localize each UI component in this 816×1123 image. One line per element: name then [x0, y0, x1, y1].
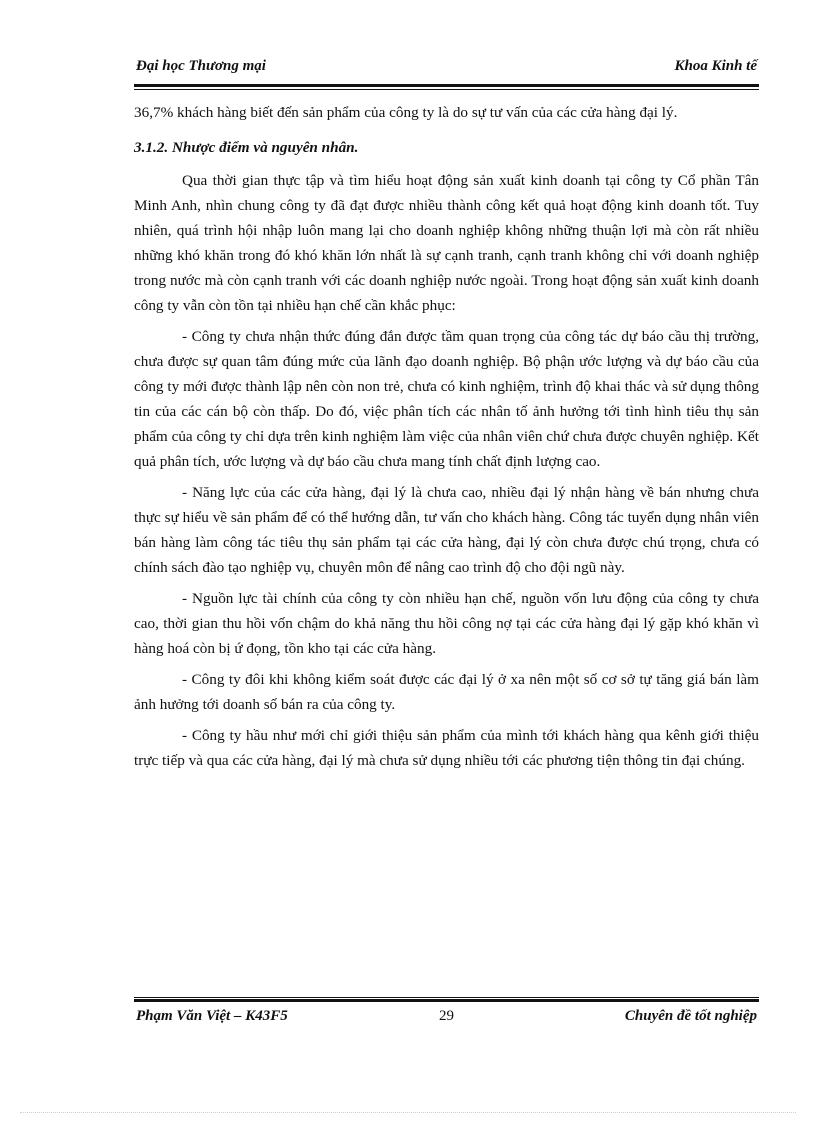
footer-rule-thin [134, 997, 759, 998]
continued-paragraph: 36,7% khách hàng biết đến sản phẩm của công ty là do sự tư vấn của các cửa hàng đại lý. [134, 104, 678, 121]
bullet-paragraph-4: - Công ty đôi khi không kiểm soát được các đại lý ở xa nên một số cơ sở tự tăng giá bán làm ảnh hưởng tới doanh số bán ra của công ty. [134, 671, 759, 713]
page-edge-divider [20, 1112, 796, 1113]
footer-author: Phạm Văn Việt – K43F5 [136, 1008, 288, 1024]
header-rule-thin [134, 89, 759, 90]
bullet-paragraph-1: - Công ty chưa nhận thức đúng đắn được tầm quan trọng của công tác dự báo cầu thị trường, chưa được sự quan tâm đúng mức của lãnh đạo doanh nghiệp. Bộ phận ước lượng và dự báo cầu của công ty mới được thành lập nên còn non trẻ, chưa có kinh nghiệm, trình độ khai thác và sử dụng thông tin của các cán bộ còn thấp. Do đó, việc phân tích các nhân tố ảnh hưởng tới tình hình tiêu thụ sản phẩm của công ty chỉ dựa trên kinh nghiệm làm việc của nhân viên chứ chưa được chuyên nghiệp. Kết quả phân tích, ước lượng và dự báo cầu chưa mang tính chất định lượng cao. [134, 328, 759, 470]
bullet-paragraph-2: - Năng lực của các cửa hàng, đại lý là chưa cao, nhiều đại lý nhận hàng về bán nhưng chưa thực sự hiểu về sản phẩm để có thể hướng dẫn, tư vấn cho khách hàng. Công tác tuyển dụng nhân viên bán hàng làm công tác tiêu thụ sản phẩm tại các cửa hàng, đại lý còn chưa được chú trọng, chưa có chính sách đào tạo nghiệp vụ, chuyên môn để nâng cao trình độ cho đội ngũ này. [134, 484, 759, 576]
section-heading: 3.1.2. Nhược điểm và nguyên nhân. [134, 139, 359, 156]
page-footer [134, 1006, 759, 1030]
intro-paragraph: Qua thời gian thực tập và tìm hiểu hoạt động sản xuất kinh doanh tại công ty Cổ phần Tân Minh Anh, nhìn chung công ty đã đạt được nhiều thành công kết quả hoạt động kinh doanh tốt. Tuy nhiên, quá trình hội nhập luôn mang lại cho doanh nghiệp không những thuận lợi mà còn rất nhiều những khó khăn trong đó khó khăn lớn nhất là sự cạnh tranh, cạnh tranh không chỉ với doanh nghiệp trong nước mà còn cạnh tranh với các doanh nghiệp nước ngoài. Trong hoạt động sản xuất kinh doanh công ty vẫn còn tồn tại nhiều hạn chế cần khắc phục: [134, 172, 759, 314]
page-number: 29 [439, 1008, 454, 1024]
header-university: Đại học Thương mại [136, 58, 266, 74]
bullet-paragraph-3: - Nguồn lực tài chính của công ty còn nhiều hạn chế, nguồn vốn lưu động của công ty chưa cao, thời gian thu hồi vốn chậm do khả năng thu hồi công nợ tại các cửa hàng đại lý gặp khó khăn vì hàng hoá còn bị ứ đọng, tồn kho tại các cửa hàng. [134, 590, 759, 657]
page-header [134, 54, 759, 80]
footer-rule-thick [134, 999, 759, 1002]
header-faculty: Khoa Kinh tế [674, 58, 757, 74]
bullet-paragraph-5: - Công ty hầu như mới chỉ giới thiệu sản phẩm của mình tới khách hàng qua kênh giới thiệu trực tiếp và qua các cửa hàng, đại lý mà chưa sử dụng nhiều tới các phương tiện thông tin đại chúng. [134, 727, 759, 769]
page-body [134, 100, 759, 779]
footer-doc-title: Chuyên đề tốt nghiệp [624, 1008, 757, 1024]
header-rule-thick [134, 84, 759, 87]
